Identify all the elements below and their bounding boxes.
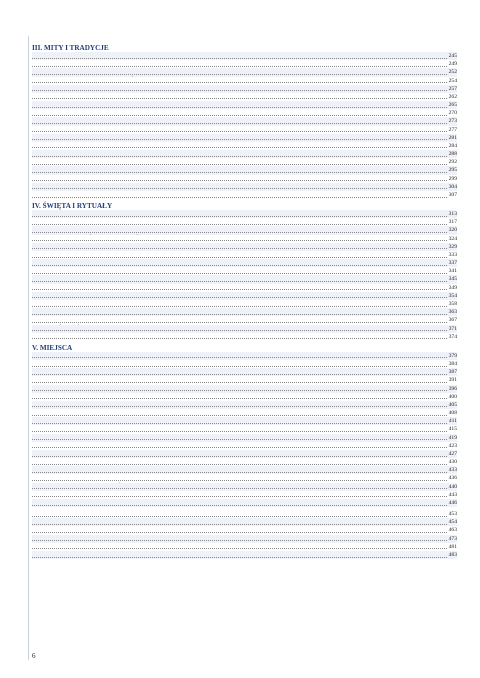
entry-page-number: 292 (448, 159, 457, 166)
entry-page-number: 371 (448, 325, 457, 332)
toc-entry[interactable] (32, 393, 457, 401)
entry-page-number: 252 (448, 69, 457, 76)
toc-entry[interactable] (32, 474, 457, 482)
entry-page-number: 423 (448, 442, 457, 449)
toc-entry[interactable] (32, 466, 457, 474)
entry-page-number: 262 (448, 93, 457, 100)
toc-entry[interactable] (32, 218, 457, 226)
toc-entry[interactable] (32, 150, 457, 158)
entry-page-number: 367 (448, 317, 457, 324)
entry-page-number: 295 (448, 167, 457, 174)
toc-entry[interactable] (32, 60, 457, 68)
entry-page-number: 257 (448, 85, 457, 92)
toc-entry[interactable] (32, 126, 457, 134)
toc-entry[interactable] (32, 117, 457, 125)
toc-entry[interactable] (32, 109, 457, 117)
section-heading: V. MIEJSCA (32, 343, 73, 352)
entry-page-number: 481 (448, 543, 457, 550)
entry-page-number: 320 (448, 227, 457, 234)
toc-entry[interactable] (32, 210, 457, 218)
entry-page-number: 299 (448, 175, 457, 182)
toc-entry[interactable] (32, 275, 457, 283)
toc-entry[interactable] (32, 417, 457, 425)
toc-entry[interactable] (32, 434, 457, 442)
entry-page-number: 405 (448, 401, 457, 408)
entry-page-number: 273 (448, 118, 457, 125)
toc-entry[interactable] (32, 368, 457, 376)
toc-entry[interactable] (32, 183, 457, 191)
entry-page-number: 427 (448, 450, 457, 457)
toc-entry[interactable] (32, 425, 457, 433)
toc-entry[interactable] (32, 510, 457, 518)
toc-entry[interactable] (32, 518, 457, 526)
toc-entry[interactable] (32, 535, 457, 543)
section-heading: IV. ŚWIĘTA I RYTUAŁY (32, 202, 113, 211)
entry-page-number: 329 (448, 243, 457, 250)
toc-entry[interactable] (32, 175, 457, 183)
entry-page-number: 324 (448, 235, 457, 242)
toc-entry[interactable] (32, 491, 457, 499)
toc-entry[interactable] (32, 259, 457, 267)
toc-entry[interactable] (32, 142, 457, 150)
toc-entry[interactable] (32, 191, 457, 199)
toc-entry[interactable] (32, 499, 457, 507)
entry-page-number: 254 (448, 77, 457, 84)
entry-page-number: 245 (448, 53, 457, 59)
entry-page-number: 384 (448, 361, 457, 368)
entry-page-number: 443 (448, 491, 457, 498)
entry-page-number: 249 (448, 61, 457, 68)
entry-page-number: 333 (448, 251, 457, 258)
entry-page-number: 349 (448, 284, 457, 291)
toc-entry[interactable] (32, 442, 457, 450)
entry-page-number: 304 (448, 183, 457, 190)
toc-entry[interactable] (32, 68, 457, 76)
toc-entry[interactable] (32, 251, 457, 259)
toc-entry[interactable] (32, 85, 457, 93)
entry-page-number: 408 (448, 410, 457, 417)
entry-page-number: 483 (448, 551, 457, 558)
toc-entry[interactable] (32, 316, 457, 324)
margin-rule (28, 36, 29, 660)
entry-page-number: 345 (448, 276, 457, 283)
entry-page-number: 317 (448, 219, 457, 226)
entry-page-number: 313 (448, 211, 457, 218)
entry-page-number: 379 (448, 352, 457, 359)
toc-entry[interactable] (32, 360, 457, 368)
entry-page-number: 400 (448, 393, 457, 400)
toc-entry[interactable] (32, 483, 457, 491)
toc-entry[interactable] (32, 458, 457, 466)
entry-page-number: 270 (448, 110, 457, 117)
entry-page-number: 396 (448, 385, 457, 392)
toc-entry[interactable] (32, 401, 457, 409)
entry-page-number: 288 (448, 151, 457, 158)
entry-page-number: 363 (448, 309, 457, 316)
toc-entry[interactable] (32, 284, 457, 292)
entry-page-number: 433 (448, 467, 457, 474)
toc-entry[interactable] (32, 235, 457, 243)
entry-page-number: 337 (448, 260, 457, 267)
toc-entry[interactable] (32, 292, 457, 300)
entry-page-number: 446 (448, 499, 457, 506)
toc-entry[interactable] (32, 325, 457, 333)
entry-page-number: 358 (448, 300, 457, 307)
toc-entry[interactable] (32, 409, 457, 417)
toc-entry[interactable] (32, 543, 457, 551)
table-of-contents (32, 44, 457, 559)
entry-page-number: 387 (448, 369, 457, 376)
entry-page-number: 277 (448, 126, 457, 133)
entry-page-number: 411 (448, 418, 457, 425)
toc-entry[interactable] (32, 52, 457, 60)
entry-page-number: 341 (448, 268, 457, 275)
toc-section (32, 44, 457, 199)
toc-entry[interactable] (32, 376, 457, 384)
toc-entry[interactable] (32, 226, 457, 234)
entry-page-number: 453 (448, 511, 457, 518)
toc-entry[interactable] (32, 134, 457, 142)
toc-entry[interactable] (32, 166, 457, 174)
toc-entry[interactable] (32, 243, 457, 251)
toc-entry[interactable] (32, 267, 457, 275)
entry-page-number: 265 (448, 102, 457, 109)
toc-entry[interactable] (32, 385, 457, 393)
entry-page-number: 440 (448, 483, 457, 490)
page-number: 6 (32, 652, 36, 660)
toc-section (32, 344, 457, 507)
toc-section (32, 202, 457, 341)
entry-page-number: 473 (448, 535, 457, 542)
toc-entry[interactable] (32, 77, 457, 85)
toc-entry[interactable] (32, 300, 457, 308)
entry-page-number: 391 (448, 377, 457, 384)
toc-entry[interactable] (32, 308, 457, 316)
entry-page-number: 307 (448, 191, 457, 198)
entry-page-number: 281 (448, 134, 457, 141)
toc-section (32, 510, 457, 559)
toc-entry[interactable] (32, 158, 457, 166)
toc-entry[interactable] (32, 450, 457, 458)
toc-entry[interactable] (32, 551, 457, 559)
toc-entry[interactable] (32, 352, 457, 360)
toc-entry[interactable] (32, 526, 457, 534)
entry-page-number: 354 (448, 292, 457, 299)
toc-entry[interactable] (32, 93, 457, 101)
entry-page-number: 454 (448, 519, 457, 526)
entry-page-number: 374 (448, 333, 457, 340)
entry-page-number: 463 (448, 527, 457, 534)
entry-page-number: 436 (448, 475, 457, 482)
entry-page-number: 419 (448, 434, 457, 441)
toc-entry[interactable] (32, 101, 457, 109)
entry-page-number: 430 (448, 459, 457, 466)
toc-entry[interactable] (32, 333, 457, 341)
section-heading: III. MITY I TRADYCJE (32, 44, 109, 52)
entry-page-number: 415 (448, 426, 457, 433)
entry-page-number: 284 (448, 142, 457, 149)
